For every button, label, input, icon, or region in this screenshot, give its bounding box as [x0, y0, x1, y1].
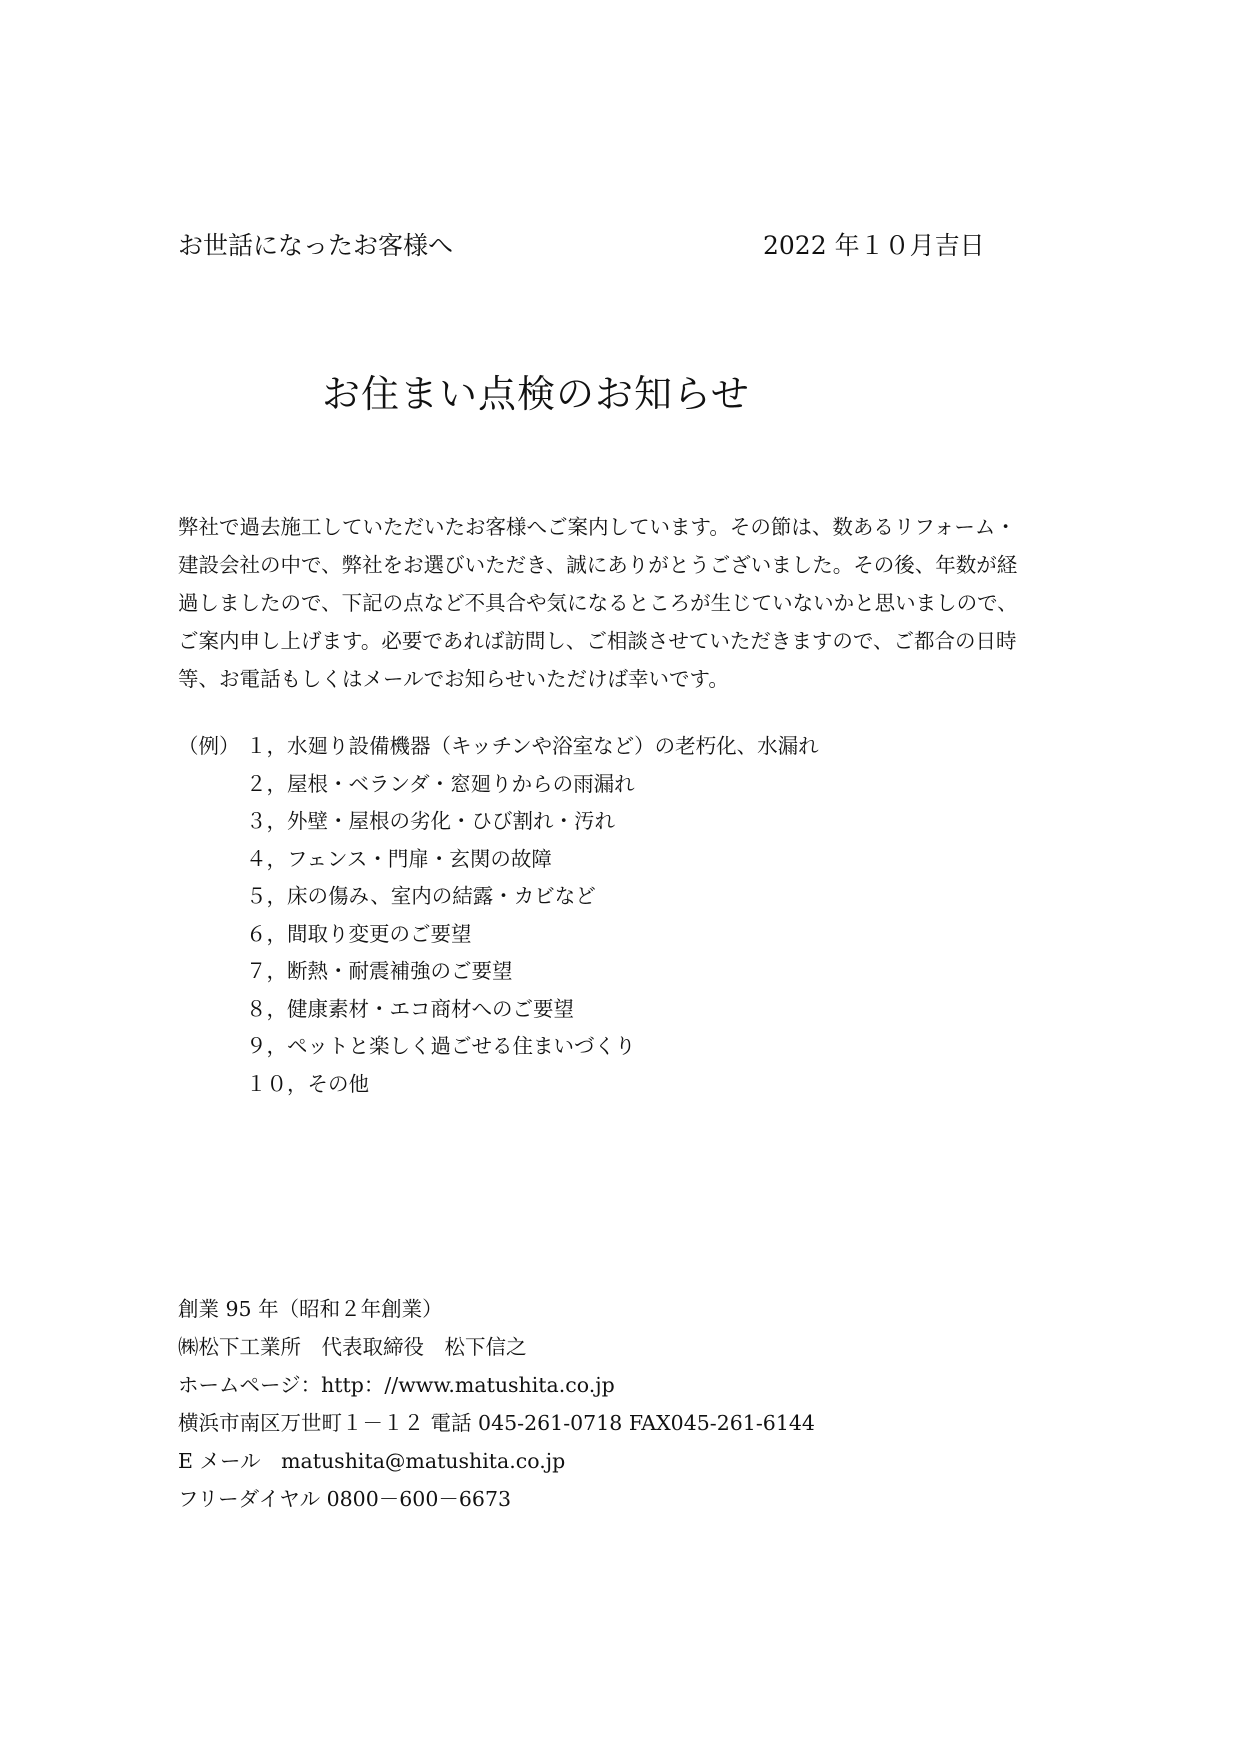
company-name-representative: ㈱松下工業所 代表取締役 松下信之	[178, 1335, 527, 1359]
company-info	[178, 1290, 1078, 1518]
example-item	[178, 953, 1078, 991]
example-text: ５，床の傷み、室内の結露・カビなど	[246, 884, 596, 908]
document-title: お住まい点検のお知らせ	[322, 372, 750, 416]
example-item	[178, 766, 1078, 804]
example-item	[178, 878, 1078, 916]
example-item	[178, 991, 1078, 1029]
example-text: ８，健康素材・エコ商材へのご要望	[246, 996, 574, 1021]
address-phone-line: 横浜市南区万世町１－１２ 電話 045-261-0718 FAX045-261-6144	[178, 1411, 815, 1435]
example-item	[178, 728, 1078, 766]
example-item	[178, 916, 1078, 954]
example-text: ３，外壁・屋根の劣化・ひび割れ・汚れ	[246, 809, 615, 833]
example-text: ７，断熱・耐震補強のご要望	[246, 959, 513, 983]
example-text: ６，間取り変更のご要望	[246, 921, 472, 946]
body-paragraph	[178, 508, 1078, 698]
example-text: １，水廻り設備機器（キッチンや浴室など）の老朽化、水漏れ	[246, 734, 819, 758]
body-line: 過しましたので、下記の点など不具合や気になるところが生じていないかと思いましので、	[178, 591, 1018, 615]
salutation: お世話になったお客様へ	[178, 231, 454, 260]
body-line: ご案内申し上げます。必要であれば訪問し、ご相談させていただきますので、ご都合の日時	[178, 629, 1017, 653]
body-line: 弊社で過去施工していただいたお客様へご案内しています。その節は、数あるリフォーム・	[178, 515, 1016, 539]
example-text: １０，その他	[246, 1071, 369, 1096]
free-dial-line: フリーダイヤル 0800－600－6673	[178, 1487, 512, 1511]
example-text: ４，フェンス・門扉・玄関の故障	[246, 846, 552, 871]
body-line: 建設会社の中で、弊社をお選びいただき、誠にありがとうございました。その後、年数が経	[178, 553, 1018, 577]
homepage-line: ホームページ：http：//www.matushita.co.jp	[178, 1373, 615, 1397]
example-item	[178, 841, 1078, 879]
example-item	[178, 803, 1078, 841]
example-text: ２，屋根・ベランダ・窓廻りからの雨漏れ	[246, 771, 635, 796]
header-row	[178, 226, 1018, 266]
body-line: 等、お電話もしくはメールでお知らせいただけば幸いです。	[178, 667, 729, 691]
examples-prefix: （例）	[178, 734, 240, 758]
founded-line: 創業 95 年（昭和２年創業）	[178, 1297, 443, 1321]
example-item	[178, 1066, 1078, 1104]
issue-date: 2022 年１０月吉日	[763, 231, 985, 260]
examples-list	[178, 728, 1078, 1103]
example-item	[178, 1028, 1078, 1066]
email-line: E メール matushita@matushita.co.jp	[178, 1449, 566, 1473]
example-text: ９，ペットと楽しく過ごせる住まいづくり	[246, 1034, 636, 1058]
